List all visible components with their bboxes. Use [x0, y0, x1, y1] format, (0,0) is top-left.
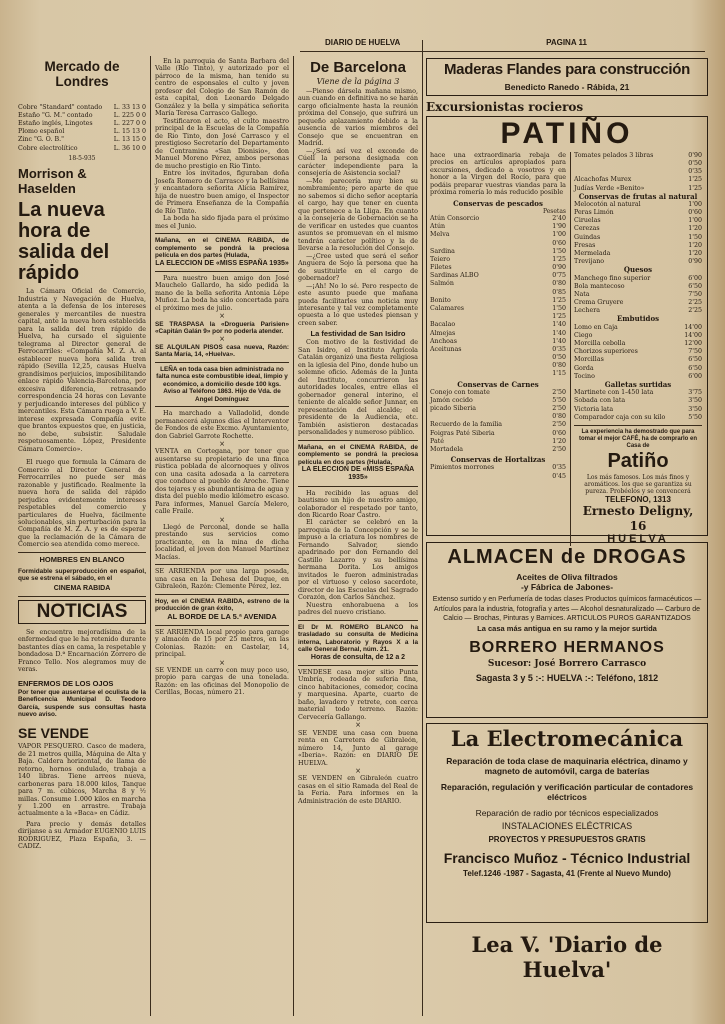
price-row: Mermelada 1'20 [574, 250, 702, 257]
patino-intro: hace una extraordinaria rebaja de precios en artículos apropiados para excursiones, dedicado a vosotros y en honor a la Virgen del Rocío, para que podáis preparar vuestras viandas para la próxima romería lo más reducido posible [430, 150, 566, 197]
column-rule [422, 40, 423, 1016]
boda-p1: En la parroquia de Santa Barbara del Valle (Río Tinto), y autorizado por el párroco de la misma, han tenido su centro de esponsales el culto y joven profesor del Colegio de San Ramón de esta capital, don Leonardo Delgado González y la bella y simpática señorita María Teresa Carrasco Gallego. [155, 57, 289, 118]
price-row: 0'60 [552, 239, 566, 247]
price-row: Ciego 14'00 [574, 331, 702, 339]
san-isidro-title: La festividad de San Isidro [310, 329, 406, 339]
price-row: 0'80 [552, 362, 566, 370]
embutidos-title: Embutidos [616, 314, 660, 324]
munoz-title: Francisco Muñoz - Técnico Industrial [443, 849, 691, 866]
electromecanica-ad [426, 723, 708, 923]
cine-ad-2-title: AL BORDE DE LA 5.ª AVENIDA [167, 611, 277, 621]
lea-diario-ad: Lea V. 'Diario de Huelva' [471, 931, 663, 982]
hombres-title: HOMBRES EN BLANCO [39, 554, 125, 564]
perconal-text: Llegó de Perconal, donde se halla prestando sus servicios como practicante, en la mina de dicha localidad, el joven don Manuel Martínez Macías. [155, 522, 289, 561]
price-row: Bonito 1'25 [430, 296, 566, 304]
price-row: Morcillas 6'50 [574, 356, 702, 364]
patino-city: HUELVA [607, 532, 669, 545]
cafe-text-2: Los más famosos. Los más finos y aromáticos. los que se garantiza su pureza. Probéelos y se convencerá [584, 473, 692, 495]
price-row: Nata 7'50 [574, 290, 702, 298]
doctor-ad: El Dr M. ROMERO BLANCO ha trasladado su consulta de Medicina interna, Laboratorio y Rayos X a la calle General Bernal, núm. 21. [298, 623, 418, 654]
noticias-text: Se encuentra mejoradísima de la enfermedad que le ha retenido durante bastantes días en cama, la respetable y bondadosa D.ª Encarnación Zorrero de Franco Tello. Nos alegramos muy de veras. [18, 627, 146, 674]
barcelona-p1: —Pienso dársela mañana mismo, aun cuando en definitiva no se harán cargo oficialmente hasta la reunión próxima del Consejo, que sufrirá un pequeño aplazamiento debido a la ausencia de varios miembros del Consejo que se encuentran en Madrid. [298, 86, 418, 148]
price-row: Fresas 1'20 [574, 241, 702, 249]
cine-ad-3-title: LA ELECCION DE «MISS ESPAÑA 1935» [301, 466, 415, 482]
venta-ad: VENTA en Cortegana, por tener que ausentarse su propietario de una finca rústica poblada de alcornoques y olivos con una casita adosada a la carretera que conduce al pueblo de Aroche. Tiene dos tejares y es abundantísima de agua y dista del pueblo medio kilómetro escaso. Para informes, Manuel García Melero, calle Fraile. [155, 447, 289, 516]
column-1 [18, 60, 146, 1020]
price-row: Melva 1'00 [430, 231, 566, 239]
borrero-title: BORRERO HERMANOS [469, 638, 665, 656]
price-row: 0'50 [552, 354, 566, 362]
page-header [300, 38, 705, 52]
price-row: Comparador caja con su kilo 5'50 [574, 413, 702, 421]
price-row: Trevijano 0'90 [574, 258, 702, 266]
se-vende-title: SE VENDE [18, 724, 89, 741]
maderas-address: Benedicto Ranedo - Rábida, 21 [504, 81, 630, 92]
bautismo-p1: Ha recibido las aguas del bautismo un hijo de nuestro amigo, colaborador el respetado por tanto, don Ricardo Roar Castro. [298, 488, 418, 519]
cine-ad-1-title: LA ELECCION DE «MISS ESPAÑA 1935» [155, 259, 289, 267]
embutidos-list [574, 324, 702, 381]
price-row: Paté 1'20 [430, 437, 566, 445]
patino-phone: TELEFONO, 1313 [605, 494, 671, 504]
pedida-text: Para nuestro buen amigo don José Mauchelo Gallardo, ha sido pedida la mano de la bella señorita Antonia Lépe Muñoz. La boda ha sido concertada para el próximo mes de julio. [155, 273, 289, 312]
borrero-address: Sagasta 3 y 5 :-: HUELVA :-: Teléfono, 1812 [475, 673, 659, 684]
price-row: Teiero 1'25 [430, 255, 566, 263]
carnes-title: Conservas de Carnes [457, 379, 539, 389]
market-row: Cobre "Standard" contado L. 33 13 0 [18, 103, 146, 111]
drogas-line-1: Aceites de Oliva filtrados [516, 572, 618, 583]
price-row: Martinete con 1-450 lata 3'75 [574, 389, 702, 397]
price-row: Manchego fino superior 6'00 [574, 274, 702, 282]
market-row: Estaño inglés, Lingotes L. 227 0 0 [18, 120, 146, 128]
drogas-ad [426, 542, 708, 718]
rapido-body-2: El ruego que formula la Cámara de Comercio al Director General de Ferrocarriles no puede ser más razonable y justificado. Realmente la nueva hora de salida del rápido perjudica evidentemente intereses respetables del comercio y particulares de Huelva, fácilmente solucionables, sin perturbación para la Compañía de M. Z. A. y es de esperar que la reclamación de la Cámara de Comercio sea atendida como merece. [18, 458, 146, 549]
price-row: Cerezas 1'20 [574, 225, 702, 233]
price-row: Lomo en Caja 14'00 [574, 323, 702, 331]
barcelona-p4: —¿Cree usted que será el señor Anguera de Sojo la persona que ha de sustituirle en el cargo de gobernador? [298, 251, 418, 283]
price-row: Morcilla cebolla 12'00 [574, 340, 702, 348]
price-row: Sardinas ALBO 0'75 [430, 272, 566, 280]
price-row: 0'45 [552, 472, 566, 480]
price-row: Peras Limón 0'60 [574, 209, 702, 217]
se-vende-text: VAPOR PESQUERO. Casco de madera, de 21 metros quilla, Máquina de Alta y Baja. Caldera horizontal, de llama de retorno, hornos ondulado, trabaja a 140 libras. Tiene arreos nueva, carboneras para 18.000 kilos, Tanque para 7 m. cúbicos, Marcha 8 y ½ millas. Consume 1.000 kilos en marcha y 1.200 en arrastre. Trabaja actualmente a la «Baca» en Cádiz. [18, 742, 146, 818]
price-row: Bacalao 1'40 [430, 321, 566, 329]
maderas-title: Maderas Flandes para construcción [443, 61, 691, 78]
price-row: Sardina 1'50 [430, 247, 566, 255]
price-row: 0'85 [552, 288, 566, 296]
market-title: Mercado de Londres [44, 59, 120, 89]
pesetas-label: Pesetas [542, 208, 566, 216]
traspasa-ad: SE TRASPASA la «Droguería Parisien» «Capitán Galán 9» por no poderla atender. [155, 320, 289, 335]
price-row: Tomates pelados 3 libras 0'90 [574, 151, 702, 159]
column-3: De Barcelona Viene de la página 3 —Pienso dársela mañana mismo, aun cuando en definitiva no se harán cargo oficialmente hasta la reunión próxima del Consejo, que sufrirá un pequeño aplazamiento debido a la ausencia de varios miembros del Consejo que se encuentran en Madrid. —¿Será así vez el exconde de Cúell la persona designada con carácter independiente para la consejería de Asistencia social? —Me parecería muy bien su nombramiento; pero aparte de que no sabemos si dicho señor aceptaría el cargo, hay que tener en cuenta que pertenece a la Lliga. En cuanto a la consejería de Gobernación se ha de verificar en ustedes que cuantos asuntos se promuevan en el mismo tendrán carácter político y la de llevarse a la resolución del Consejo. —¿Cree usted que será el señor Anguera de Sojo la persona que ha de sustituirle en el cargo de gobernador? —¡Ah! No lo sé. Pero respecto de este asunto puede que mañana pueda facilitarles una noticia muy interesante y tal vez completamente opuesta a lo que ustedes piensan y creen saber. La festividad de San Isidro Con motivo de la festividad de San Isidro, el Instituto Agrícola Catalán organizó una fiesta religiosa en la iglesia del Pino, donde hubo un solemne oficio. Además de la Junta del Instituto, concurrieron las autoridades locales, entre ellas el gobernador general interino, el teniente de alcalde señor Junnar, en representación del alcalde; el presidente de la Audiencia, etc. También asistieron destacadas personalidades y numeroso público. Mañana, en el CINEMA RABIDA, de complemento se pondrá la preciosa película en dos partes (Hulada, LA ELECCION DE «MISS ESPAÑA 1935» Ha recibido las aguas del bautismo un hijo de nuestro amigo, colaborador el respetado por tanto, don Ricardo Roar Castro. El carácter se celebró en la parroquia de la Concepción y se le impuso a la criatura los nombres de Fernando Salvador, siendo apadrinado por don Fernando del Castillo Lazarro y su bellísima hermana Dorita. Los amigos invitados le fueron administradas por el virtuoso y celoso sacerdote, director de las Escuelas del Sagrado Corazón, don Carlos Sánchez. Nuestra enhorabuena a los padres del nuevo cristiano. El Dr M. ROMERO BLANCO ha trasladado su consulta de Medicina interna, Laboratorio y Rayos X a la calle General Bernal, núm. 21. Horas de consulta, de 12 a 2 VENDESE casa mejor sitio Punta Umbría, rodeada de suferia fina, cinco habitaciones, comedor, cocina y marquesina. Aparte, cuarto de baño, lavadero y retrete, con cerca material todo terreno. Razón: Cervecería Gallango. × SE VENDE una casa con buena renta en Carretera de Gibraleón, número 14, Junto al garage «Iberia». Razón: en DIARIO DE HUELVA. × SE VENDEN en Gibraleón cuatro casas en el sitio Ramada del Real de la Feria. Para informes en la Administración de este DIARIO. [298, 59, 418, 805]
munoz-address: Telef.1246 -1987 - Sagasta, 41 (Frente al Nuevo Mundo) [463, 869, 671, 879]
market-row: Estaño "G. M." contado L. 225 0 0 [18, 111, 146, 119]
galletas-title: Galletas surtidas [604, 379, 672, 389]
arrienda-ad-1: SE ARRIENDA por una larga posada, una casa en la Dehesa del Duque, en Gibraleón, Razón: Clemente Pérez, lez. [155, 567, 289, 591]
header-paper-name: DIARIO DE HUELVA [325, 38, 401, 47]
valladolid-text: Ha marchado a Valladolid, donde permanecerá algunos días el Interventor de Fondos de este Excmo. Ayuntamiento, don Gabriel Garrote Rochette. [155, 409, 289, 440]
price-row: Victoria lata 3'50 [574, 405, 702, 413]
price-row: Ciruelas 1'00 [574, 217, 702, 225]
drogas-products: Extenso surtido y en Perfumería de todas clases Productos químicos farmacéuticos — Artículos para la industria, fotografía y artes — Alcohol desnaturalizado — Carburo de Calcio — Brochas, Pinturas y Barnices. ARTICULOS PUROS GARANTIZADOS [432, 596, 702, 622]
barcelona-p2: —¿Será así vez el exconde de Cúell la persona designada con carácter independiente para la consejería de Asistencia social? [298, 146, 418, 178]
barcelona-title: De Barcelona [310, 59, 406, 76]
elec-line-3: Reparación de radio por técnicos especializados [475, 807, 659, 818]
price-row: Lechera 2'25 [574, 307, 702, 315]
patino-ad [426, 116, 708, 545]
patino-cafe-logo: Patiño [607, 450, 669, 473]
patino-logo: PATIÑO [500, 116, 634, 150]
price-row: Foigras Paté Siberia 0'60 [430, 429, 566, 437]
barcelona-p5: —¡Ah! No lo sé. Pero respecto de este asunto puede que mañana pueda facilitarles una noticia muy interesante y tal vez completamente opuesta a lo que ustedes piensan y creen saber. [298, 281, 418, 327]
cine-ad-3: Mañana, en el CINEMA RABIDA, de complemento se pondrá la preciosa película en dos partes (Hulada, [298, 443, 418, 466]
frutas-title: Conservas de frutas al natural [578, 191, 698, 201]
vende-casa-ad: SE VENDE una casa con buena renta en Carretera de Gibraleón, número 14, Junto al garage «Iberia». Razón: en DIARIO DE HUELVA. [298, 728, 418, 767]
lena-ad: LEÑA en toda casa bien administrada no falta nunca este combustible ideal, limpio y económico, a domicilio desde 100 kgs. Aviso al Teléfono 1863. Hijo de Vda. de Angel Domínguez [156, 365, 288, 403]
price-row: Salmón 0'80 [430, 280, 566, 288]
vegetables-list [574, 152, 702, 193]
price-row: 1'15 [552, 370, 566, 378]
price-row: Aceitunas 0'35 [430, 345, 566, 353]
price-row: 0'35 [688, 168, 702, 176]
patino-left [430, 152, 566, 546]
bautismo-p2: El carácter se celebró en la parroquia de la Concepción y se le impuso a la criatura los nombres de Fernando Salvador, siendo apadrinado por don Fernando del Castillo Lazarro y su bellísima hermana Dorita. Los amigos invitados le fueron administradas por el virtuoso y celoso sacerdote, director de las Escuelas del Sagrado Corazón, don Carlos Sánchez. [298, 518, 418, 602]
price-row: Chorizos superiores 7'50 [574, 348, 702, 356]
price-row: Bola mantecoso 6'50 [574, 282, 702, 290]
price-row: Tocino 6'00 [574, 372, 702, 380]
price-row: Guindas 1'50 [574, 233, 702, 241]
ojos-title: ENFERMOS DE LOS OJOS [18, 678, 114, 688]
price-row: 0'50 [688, 160, 702, 168]
elec-line-1: Reparación de toda clase de maquinaria eléctrica, dinamo y magneto de automóvil, carga de baterías [446, 755, 688, 776]
column-rule [293, 56, 294, 1016]
carnes-list [430, 389, 566, 454]
market-table [18, 104, 146, 162]
frutas-list [574, 201, 702, 266]
hortalizas-title: Conservas de Hortalizas [450, 455, 546, 465]
venden-casas-ad: SE VENDEN en Gibraleón cuatro casas en el sitio Ramada del Real de la Feria. Para informes en la Administración de este DIARIO. [298, 774, 418, 805]
galletas-list [574, 389, 702, 422]
hortalizas-list [430, 464, 566, 480]
hombres-cinema: CINEMA RABIDA [53, 584, 111, 592]
ojos-text: Por tener que ausentarse el oculista de la Beneficencia Municipal D. Teodoro García, suspende sus consultas hasta nuevo aviso. [18, 688, 146, 719]
price-row: Jamón cocido 5'50 [430, 396, 566, 404]
se-vende-text-2: Para precio y demás detalles dirijanse a su Armador EUGENIO LUIS RODRIGUEZ, Plaza España, 3. — CADIZ. [18, 819, 146, 851]
elec-line-4: INSTALACIONES ELÉCTRICAS [501, 820, 633, 831]
conservas-list [430, 215, 566, 378]
market-row: Plomo español L. 15 13 0 [18, 128, 146, 136]
header-page-number: PAGINA 11 [546, 38, 587, 47]
price-row: Gorda 6'50 [574, 364, 702, 372]
drogas-slogan: La casa más antigua en su ramo y la mejor surtida [477, 623, 657, 633]
doctor-hours: Horas de consulta, de 12 a 2 [310, 653, 406, 661]
rapido-headline: La nueva hora de salida del rápido [18, 199, 110, 285]
alquilan-ad: SE ALQUILAN PISOS casa nueva, Razón: Santa María, 14, «Huelva». [155, 343, 289, 359]
barcelona-p3: —Me parecería muy bien su nombramiento; pero aparte de que no sabemos si dicho señor aceptaría el cargo, hay que tener en cuenta que pertenece a la Lliga. En cuanto a la consejería de Gobernación se ha de verificar en ustedes que cuantos asuntos se promuevan en el mismo tendrán carácter político y la de llevarse a la resolución del Consejo. [298, 176, 418, 253]
maderas-ad [426, 58, 708, 96]
price-row: Alcachofas Murex 1'25 [574, 176, 702, 184]
san-isidro-text: Con motivo de la festividad de San Isidro, el Instituto Agrícola Catalán organizó una fiesta religiosa en la iglesia del Pino, donde hubo un solemne oficio. Además de la Junta del Instituto, concurrieron las autoridades locales, entre ellas el gobernador general interino, el teniente de alcalde señor Junnar, en representación del alcalde; el presidente de la Audiencia, etc. También asistieron destacadas personalidades y numeroso público. [298, 338, 418, 437]
price-row: 0'80 [552, 413, 566, 421]
price-row: picado Siberia 2'50 [430, 405, 566, 413]
vende-carro-ad: SE VENDE un carro con muy poco uso, propio para cargas de una tonelada. Razón: en las oficinas del Monopolio de Cerillas, Bocas, número 21. [155, 665, 289, 697]
boda-p4: La boda ha sido fijada para el próximo mes el Junio. [155, 214, 289, 230]
drogas-line-2: -y Fábrica de Jabones- [520, 582, 614, 593]
elec-line-5: PROYECTOS Y PRESUPUESTOS GRATIS [488, 835, 646, 845]
price-row: Atún Consorcio 2'40 [430, 215, 566, 223]
hombres-text: Formidable superproducción en español, que se estrena el sábado, en el [18, 567, 146, 583]
price-row: Atún 1'90 [430, 223, 566, 231]
rapido-body: La Cámara Oficial de Comercio, Industria y Navegación de Huelva, atenta a la defensa de los intereses generales y mercantiles de nuestra capital, ante la nueva hora establecida para la salida del tren rápido de Huelva, ha cursado el siguiente telegrama al Director general de Ferrocarriles: «Compañía M. Z. A. al establecer nueva hora salida tren rápido (Sevilla 12,25, causas Huelva grandísimos perjuicios, imposibilitando enlace rápido Valencia-Barcelona, por excesiva diferencia, retrasando correspondencia 24 horas con Levante y perjudicando intereses del público y mercantiles. Esta Cámara ruega a V. E. interese expresada Compañía evite que brantos expuestos que, en justicia, no debe, subsistir. Saludale respetuosamente. López, Presidente Cámara Comercio». [18, 287, 146, 453]
price-row: Crema Gruyere 2'25 [574, 299, 702, 307]
bautismo-p3: Nuestra enhorabuena a los padres del nuevo cristiano. [298, 600, 418, 617]
price-row: Calamares 1'50 [430, 304, 566, 312]
boda-p2: Testificaron el acto, el culto maestro principal de la Escuelas de la Compañía de Rio Tinto, don José Carrasco y el prestigioso Secretario del Departamento de Contramina «San Dionisio», don Manuel Moreno Pérez, ambos personas de mucho prestigio en Rio Tinto. [155, 116, 289, 170]
price-row: Mortadela 2'50 [430, 445, 566, 453]
quesos-title: Quesos [623, 265, 653, 275]
quesos-list [574, 275, 702, 316]
price-row: Sobada con lata 3'50 [574, 397, 702, 405]
patino-address: Ernesto Deligny, 16 [582, 504, 694, 533]
column-4 [426, 58, 708, 1020]
barcelona-sub: Viene de la página 3 [316, 76, 400, 86]
market-row: Zinc "G. O. B." L. 13 15 0 [18, 136, 146, 144]
excursionistas-title: Excursionistas rocieros [426, 99, 584, 114]
price-row: Almejas 1'40 [430, 329, 566, 337]
electromecanica-title: La Electromecánica [450, 725, 684, 751]
price-row: Recuerdo de la familia 2'50 [430, 421, 566, 429]
column-rule [150, 56, 151, 1016]
borrero-successor: Sucesor: José Borrero Carrasco [487, 659, 647, 670]
price-row: Pimientos morrones 0'35 [430, 464, 566, 472]
price-row: Anchoas 1'40 [430, 337, 566, 345]
cine-ad-2: Hoy, en el CINEMA RABIDA, estreno de la producción de gran éxito, [155, 597, 289, 613]
price-row: 1'25 [552, 313, 566, 321]
vendese-ad: VENDESE casa mejor sitio Punta Umbría, rodeada de suferia fina, cinco habitaciones, comedor, cocina y marquesina. Aparte, cuarto de baño, lavadero y retrete, con cerca material todo terreno. Razón: Cervecería Gallango. [298, 667, 418, 721]
boda-p3: Entre los invitados, figuraban doña Josefa Romero de Carrasco y la bellísima y encantadora señorita Alicia Ramírez, hija de nuestro buen amigo, el Inspector de Primera Enseñanza de la Compañía de Río Tinto. [155, 169, 289, 215]
noticias-title: NOTICIAS [18, 600, 146, 624]
conservas-title: Conservas de pescados [453, 198, 543, 208]
elec-line-2: Reparación, regulación y verificación particular de contadores eléctricos [440, 781, 694, 802]
drogas-title: ALMACEN de DROGAS [447, 545, 687, 568]
market-row: Cobre electrolítico L. 36 10 0 [18, 144, 146, 152]
price-row: Melocotón al natural 1'00 [574, 200, 702, 208]
morrison-ad: Morrison & Haselden [18, 165, 87, 197]
patino-right [570, 152, 702, 546]
cine-ad-1: Mañana, en el CINEMA RABIDA, de complemento se pondrá la preciosa película en dos partes (Hulada, [155, 237, 289, 260]
cafe-text: La experiencia ha demostrado que para tomar el mejor CAFÉ, ha de comprarlo en Casa de [578, 428, 698, 449]
price-row: Conejo con tomate 2'50 [430, 388, 566, 396]
price-row: Judías Verde «Benito» 1'25 [574, 184, 702, 192]
arrienda-ad-2: SE ARRIENDA local propio para garage y almacén de 15 por 25 metros, en las Colonias. Razón: en Castelar, 14, principal. [155, 627, 289, 659]
column-2: En la parroquia de Santa Barbara del Valle (Río Tinto), y autorizado por el párroco de la misma, han tenido su centro de esponsales el culto y joven profesor del Colegio de San Ramón de esta capital, don Leonardo Delgado González y la bella y simpática señorita María Teresa Carrasco Gallego. Testificaron el acto, el culto maestro principal de la Escuelas de la Compañía de Rio Tinto, don José Carrasco y el prestigioso Secretario del Departamento de Contramina «San Dionisio», don Manuel Moreno Pérez, ambos personas de mucho prestigio en Rio Tinto. Entre los invitados, figuraban doña Josefa Romero de Carrasco y la bellísima y encantadora señorita Alicia Ramírez, hija de nuestro buen amigo, el Inspector de Primera Enseñanza de la Compañía de Río Tinto. La boda ha sido fijada para el próximo mes el Junio. Mañana, en el CINEMA RABIDA, de complemento se pondrá la preciosa película en dos partes (Hulada, LA ELECCION DE «MISS ESPAÑA 1935» Para nuestro buen amigo don José Mauchelo Gallardo, ha sido pedida la mano de la bella señorita Antonia Lépe Muñoz. La boda ha sido concertada para el próximo mes de julio. × SE TRASPASA la «Droguería Parisien» «Capitán Galán 9» por no poderla atender. × SE ALQUILAN PISOS casa nueva, Razón: Santa María, 14, «Huelva». LEÑA en toda casa bien administrada no falta nunca este combustible ideal, limpio y económico, a domicilio desde 100 kgs. Aviso al Teléfono 1863. Hijo de Vda. de Angel Domínguez Ha marchado a Valladolid, donde permanecerá algunos días el Interventor de Fondos de este Excmo. Ayuntamiento, don Gabriel Garrote Rochette. × VENTA en Cortegana, por tener que ausentarse su propietario de una finca rústica poblada de alcornoques y olivos con una casita adosada a la carretera que conduce al pueblo de Aroche. Tiene dos tejares y es abundantísima de agua y dista del pueblo medio kilómetro escaso. Para informes, Manuel García Melero, calle Fraile. × Llegó de Perconal, donde se halla prestando sus servicios como practicante, en la mina de dicha localidad, el joven don Manuel Martínez Macías. SE ARRIENDA por una larga posada, una casa en la Dehesa del Duque, en Gibraleón, Razón: Clemente Pérez, lez. Hoy, en el CINEMA RABIDA, estreno de la producción de gran éxito, AL BORDE DE LA 5.ª AVENIDA SE ARRIENDA local propio para garage y almacén de 15 por 25 metros, en las Colonias. Razón: en Castelar, 14, principal. × SE VENDE un carro con muy poco uso, propio para cargas de una tonelada. Razón: en las oficinas del Monopolio de Cerillas, Bocas, número 21. [155, 57, 289, 697]
price-row: Filetes 0'90 [430, 264, 566, 272]
market-date: 18-5-935 [68, 154, 96, 162]
